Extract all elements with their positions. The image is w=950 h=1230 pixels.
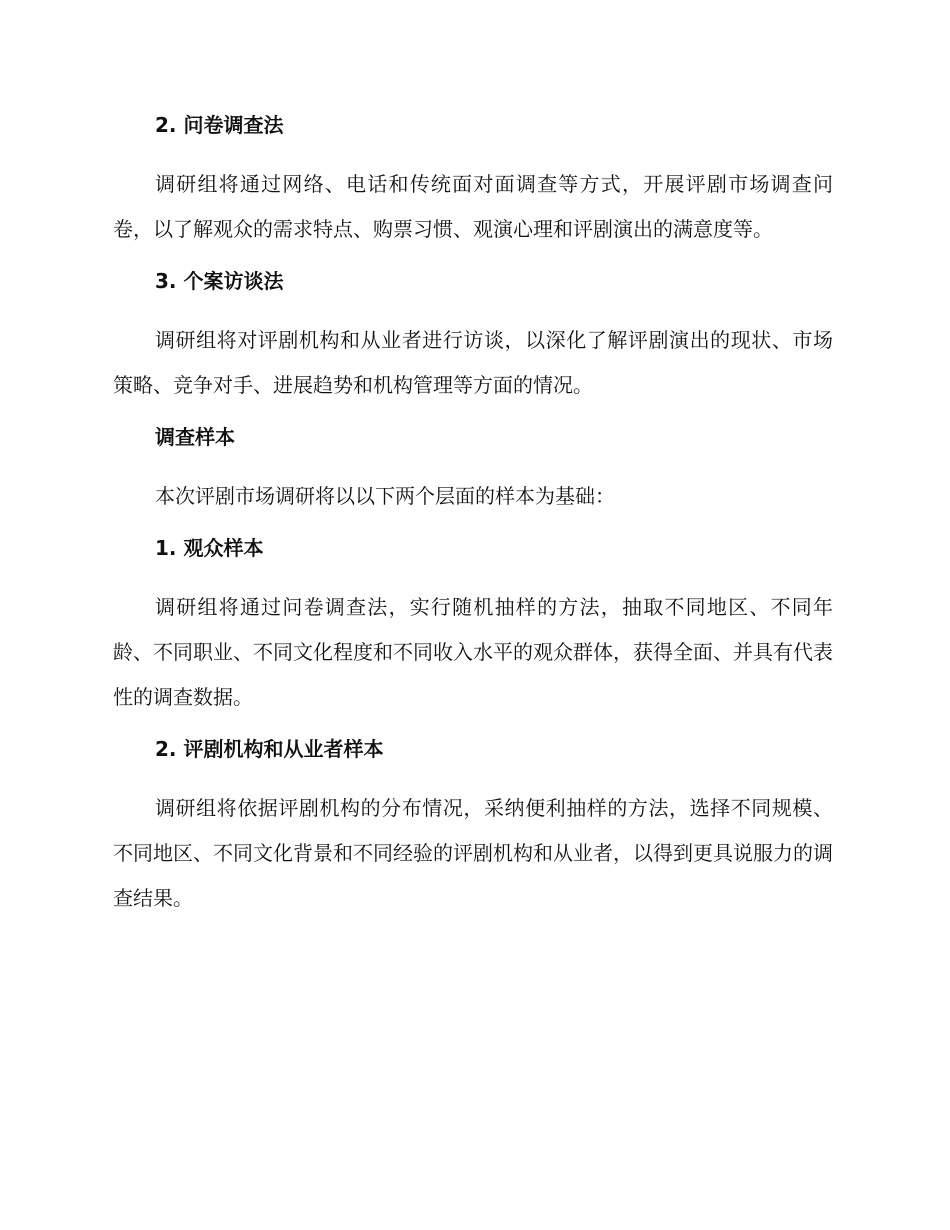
heading-audience-sample: 1. 观众样本 (155, 536, 264, 560)
paragraph-questionnaire-method: 调研组将通过网络、电话和传统面对面调查等方式，开展评剧市场调查问卷，以了解观众的需求特点、购票习惯、观演心理和评剧演出的满意度等。 (113, 172, 833, 241)
heading-case-interview-method: 3. 个案访谈法 (155, 269, 284, 293)
heading-institution-sample: 2. 评剧机构和从业者样本 (155, 737, 384, 761)
heading-questionnaire-method: 2. 问卷调查法 (155, 113, 284, 137)
document-body (113, 110, 833, 935)
paragraph-case-interview-method: 调研组将对评剧机构和从业者进行访谈，以深化了解评剧演出的现状、市场策略、竞争对手、进展趋势和机构管理等方面的情况。 (113, 328, 833, 397)
heading-survey-sample: 调查样本 (155, 425, 235, 449)
paragraph-survey-sample: 本次评剧市场调研将以以下两个层面的样本为基础： (155, 484, 615, 508)
paragraph-institution-sample: 调研组将依据评剧机构的分布情况，采纳便利抽样的方法，选择不同规模、不同地区、不同文化背景和不同经验的评剧机构和从业者，以得到更具说服力的调查结果。 (113, 796, 833, 910)
paragraph-audience-sample: 调研组将通过问卷调查法，实行随机抽样的方法，抽取不同地区、不同年龄、不同职业、不同文化程度和不同收入水平的观众群体，获得全面、并具有代表性的调查数据。 (113, 595, 833, 709)
